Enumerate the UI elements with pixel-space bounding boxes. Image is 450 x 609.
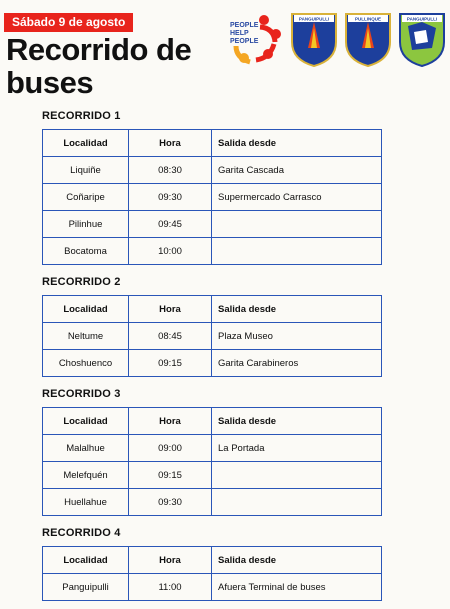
route-3-label: RECORRIDO 3 <box>42 388 121 400</box>
col-header-departure: Salida desde <box>212 130 382 157</box>
shield-logo-2 <box>344 8 392 68</box>
cell-locality: Pilinhue <box>43 211 129 238</box>
table-row <box>43 574 382 601</box>
table-row <box>43 350 382 377</box>
table-header-row <box>43 547 382 574</box>
svg-text:PULLINQUE: PULLINQUE <box>354 16 382 22</box>
col-header-departure: Salida desde <box>212 408 382 435</box>
cell-departure: La Portada <box>212 435 382 462</box>
cell-time: 09:15 <box>129 462 212 489</box>
shield-logo-3 <box>398 8 446 68</box>
cell-time: 09:00 <box>129 435 212 462</box>
cell-departure <box>212 489 382 516</box>
cell-locality: Malalhue <box>43 435 129 462</box>
route-1-table <box>42 129 382 265</box>
cell-locality: Huellahue <box>43 489 129 516</box>
table-row <box>43 238 382 265</box>
table-row <box>43 157 382 184</box>
col-header-departure: Salida desde <box>212 547 382 574</box>
route-2-table <box>42 295 382 377</box>
cell-locality: Neltume <box>43 323 129 350</box>
route-4-label: RECORRIDO 4 <box>42 527 121 539</box>
cell-time: 08:30 <box>129 157 212 184</box>
cell-locality: Coñaripe <box>43 184 129 211</box>
route-3-table <box>42 407 382 516</box>
date-badge: Sábado 9 de agosto <box>4 13 133 32</box>
col-header-time: Hora <box>129 408 212 435</box>
cell-time: 09:30 <box>129 489 212 516</box>
table-header-row <box>43 130 382 157</box>
logos <box>230 7 446 69</box>
logo-text: PEOPLE HELP PEOPLE <box>230 22 259 45</box>
cell-locality: Bocatoma <box>43 238 129 265</box>
route-4-table <box>42 546 382 601</box>
svg-text:PANGUIPULLI: PANGUIPULLI <box>298 16 330 22</box>
people-help-people-logo <box>230 10 284 66</box>
cell-time: 09:30 <box>129 184 212 211</box>
route-2-label: RECORRIDO 2 <box>42 276 121 288</box>
col-header-locality: Localidad <box>43 547 129 574</box>
cell-departure: Plaza Museo <box>212 323 382 350</box>
cell-time: 10:00 <box>129 238 212 265</box>
route-1-label: RECORRIDO 1 <box>42 110 121 122</box>
cell-departure <box>212 462 382 489</box>
cell-departure <box>212 211 382 238</box>
col-header-departure: Salida desde <box>212 296 382 323</box>
cell-time: 09:45 <box>129 211 212 238</box>
cell-departure: Supermercado Carrasco <box>212 184 382 211</box>
cell-locality: Choshuenco <box>43 350 129 377</box>
table-row <box>43 323 382 350</box>
col-header-locality: Localidad <box>43 296 129 323</box>
page-title: Recorrido de buses <box>6 32 192 100</box>
table-row <box>43 184 382 211</box>
cell-departure <box>212 238 382 265</box>
table-header-row <box>43 408 382 435</box>
table-row <box>43 211 382 238</box>
col-header-time: Hora <box>129 296 212 323</box>
cell-departure: Garita Cascada <box>212 157 382 184</box>
table-header-row <box>43 296 382 323</box>
col-header-time: Hora <box>129 547 212 574</box>
cell-locality: Melefquén <box>43 462 129 489</box>
col-header-time: Hora <box>129 130 212 157</box>
cell-time: 08:45 <box>129 323 212 350</box>
cell-departure: Afuera Terminal de buses <box>212 574 382 601</box>
col-header-locality: Localidad <box>43 130 129 157</box>
cell-time: 11:00 <box>129 574 212 601</box>
shield-logo-1 <box>290 8 338 68</box>
cell-locality: Liquiñe <box>43 157 129 184</box>
cell-departure: Garita Carabineros <box>212 350 382 377</box>
cell-time: 09:15 <box>129 350 212 377</box>
col-header-locality: Localidad <box>43 408 129 435</box>
cell-locality: Panguipulli <box>43 574 129 601</box>
table-row <box>43 462 382 489</box>
table-row <box>43 435 382 462</box>
table-row <box>43 489 382 516</box>
svg-text:PANGUIPULLI: PANGUIPULLI <box>406 16 438 22</box>
